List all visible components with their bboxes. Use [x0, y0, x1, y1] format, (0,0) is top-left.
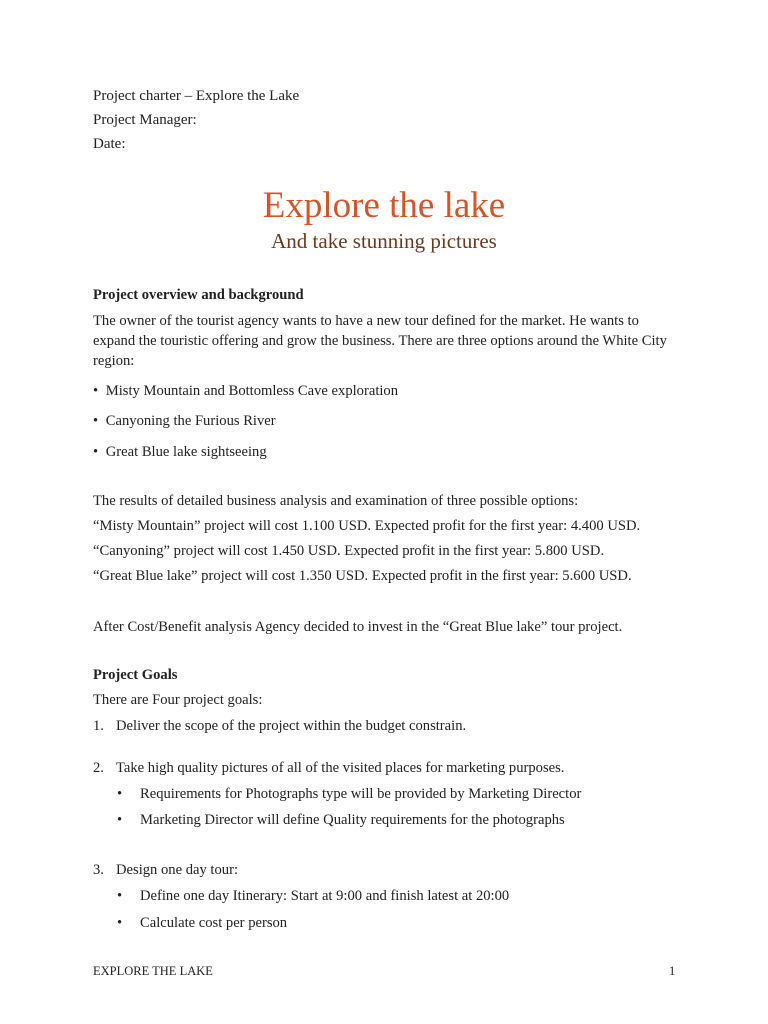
option-list-item	[93, 442, 267, 462]
bullet-icon: •	[117, 888, 123, 904]
goal-subitem-text: Calculate cost per person	[140, 915, 288, 931]
option-text: Misty Mountain and Bottomless Cave exploration	[105, 383, 399, 399]
document-subtitle: And take stunning pictures	[271, 229, 497, 253]
goal-subitem-text: Marketing Director will define Quality requirements for the photographs	[140, 812, 565, 828]
bullet-icon: •	[117, 786, 123, 802]
goal-subitem	[117, 886, 509, 906]
analysis-line: “Misty Mountain” project will cost 1.100 USD. Expected profit for the first year: 4.400 USD.	[93, 518, 641, 534]
project-manager-label: Project Manager:	[93, 112, 197, 128]
goal-text: Design one day tour:	[116, 862, 238, 878]
analysis-intro: The results of detailed business analysis and examination of three possible options:	[93, 493, 579, 509]
goal-subitem	[117, 784, 581, 804]
bullet-icon: •	[117, 915, 123, 931]
overview-paragraph: The owner of the tourist agency wants to have a new tour defined for the market. He wants to expand the touristic offering and grow the business. There are three options around the White City region:	[93, 313, 667, 369]
footer-title: EXPLORE THE LAKE	[93, 964, 213, 978]
option-list-item	[93, 381, 398, 401]
goal-subitem-text: Define one day Itinerary: Start at 9:00 and finish latest at 20:00	[140, 888, 510, 904]
charter-line: Project charter – Explore the Lake	[93, 88, 300, 104]
goals-heading: Project Goals	[93, 667, 178, 683]
decision-text: After Cost/Benefit analysis Agency decided to invest in the “Great Blue lake” tour project.	[93, 619, 623, 635]
goal-subitem	[117, 913, 287, 933]
overview-heading: Project overview and background	[93, 287, 304, 303]
bullet-icon: •	[93, 413, 99, 429]
goal-item	[93, 716, 466, 736]
goal-text: Take high quality pictures of all of the visited places for marketing purposes.	[116, 760, 565, 776]
bullet-icon: •	[117, 812, 123, 828]
analysis-line: “Canyoning” project will cost 1.450 USD. Expected profit in the first year: 5.800 USD.	[93, 543, 605, 559]
page-number: 1	[669, 964, 676, 978]
goal-number: 2.	[93, 760, 104, 776]
goal-subitem-text: Requirements for Photographs type will be provided by Marketing Director	[140, 786, 582, 802]
document-title: Explore the lake	[262, 185, 506, 226]
analysis-line: “Great Blue lake” project will cost 1.350 USD. Expected profit in the first year: 5.600 USD.	[93, 568, 632, 584]
bullet-icon: •	[93, 383, 99, 399]
goal-item	[93, 758, 564, 778]
bullet-icon: •	[93, 444, 99, 460]
option-text: Great Blue lake sightseeing	[105, 444, 267, 460]
option-list-item	[93, 411, 276, 431]
goal-subitem	[117, 810, 565, 830]
goal-item	[93, 860, 238, 880]
option-text: Canyoning the Furious River	[105, 413, 276, 429]
goals-intro: There are Four project goals:	[93, 692, 263, 708]
goal-number: 1.	[93, 718, 104, 734]
goal-text: Deliver the scope of the project within the budget constrain.	[116, 718, 467, 734]
date-label: Date:	[93, 136, 126, 152]
goal-number: 3.	[93, 862, 104, 878]
